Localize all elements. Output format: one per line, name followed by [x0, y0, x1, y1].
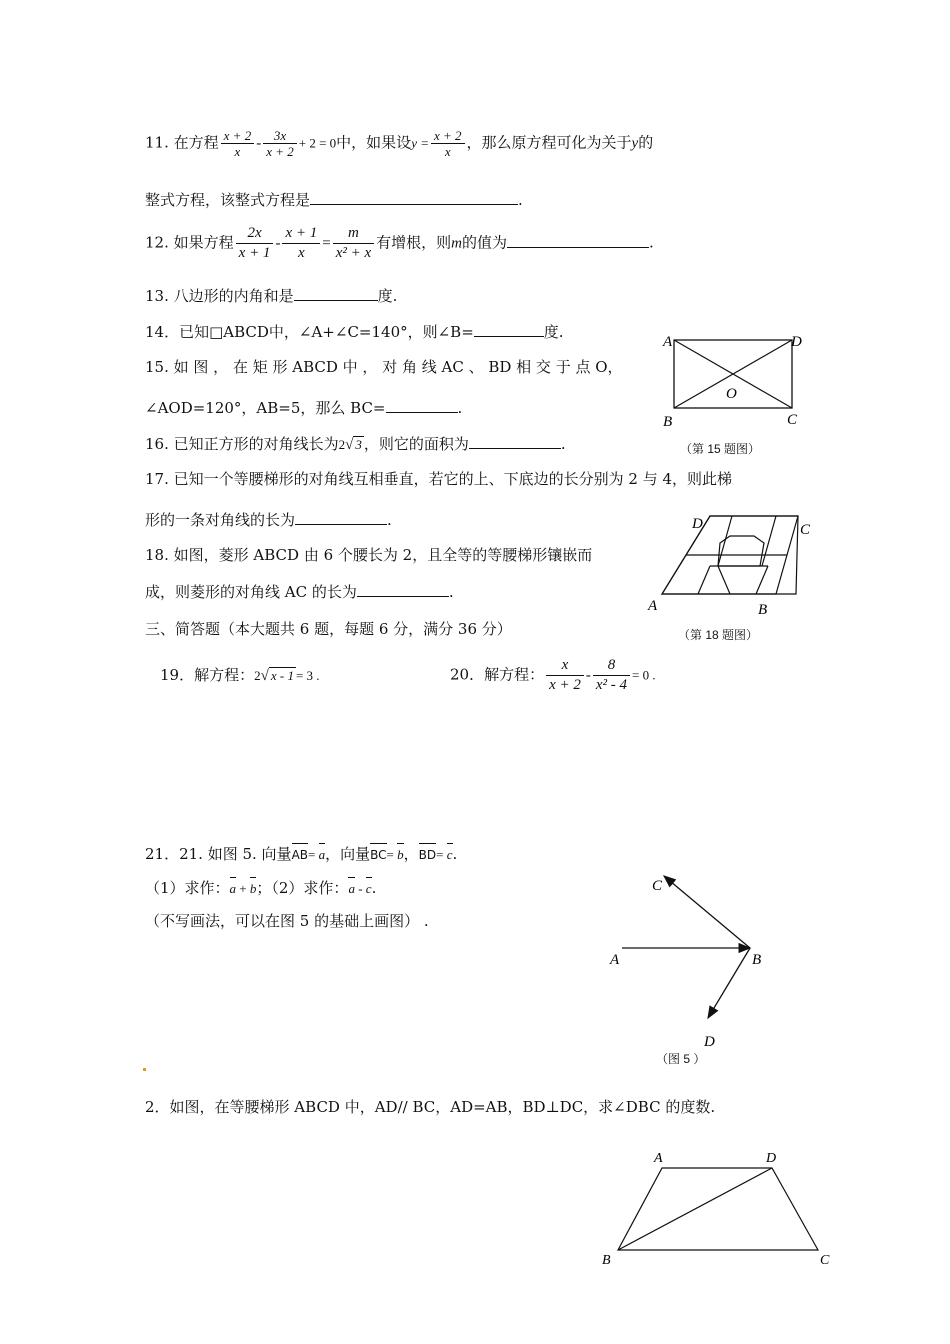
figure-5	[600, 866, 780, 1050]
vector-c: c	[447, 840, 453, 866]
q15-answer-blank[interactable]	[386, 396, 458, 413]
q18-answer-blank[interactable]	[357, 580, 449, 597]
vector-bc: BC	[370, 840, 386, 866]
fig5-label-c: C	[652, 878, 663, 894]
q11-lead: 在方程	[173, 133, 219, 152]
fig5-vector-bd	[708, 948, 750, 1018]
fig15-label-d: D	[791, 334, 802, 350]
fig22-label-b: B	[602, 1253, 611, 1268]
vector-b: b	[397, 840, 404, 866]
fig5-label-b: B	[752, 952, 762, 968]
fig18-label-a: A	[648, 598, 658, 614]
q11-line1: 11. 在方程 $\frac{x + 2}{x}$ - $\frac{3x}{x + 2}$ + 2 = 0中，如果设y = $\frac{x + 2}{x}$ ，那么原方程可化为关于y的	[145, 128, 654, 159]
fig15-label-a: A	[663, 334, 673, 350]
fig5-label-a: A	[610, 952, 620, 968]
fig15-label-o: O	[726, 386, 737, 402]
q18-line1: 18. 如图，菱形 ABCD 由 6 个腰长为 2，且全等的等腰梯形镶嵌而	[145, 546, 593, 564]
fig15-label-c: C	[787, 412, 798, 428]
q11-fraction-2: $\frac{3x}{x + 2}$	[263, 128, 297, 159]
q20-fraction-1: $\frac{x}{x + 2}$	[546, 656, 584, 695]
fig5-label-d: D	[704, 1034, 715, 1050]
q22-line: 2．如图，在等腰梯形 ABCD 中，AD// BC，AD=AB，BD⊥DC，求∠DBC 的度数.	[145, 1098, 716, 1116]
q11-fraction-3: $\frac{x + 2}{x}$	[431, 128, 465, 159]
fig18-label-c: C	[800, 522, 811, 538]
q12-answer-blank[interactable]	[507, 231, 649, 248]
q18-line2: 成，则菱形的对角线 AC 的长为 .	[145, 580, 454, 603]
fig5-vector-bc	[664, 876, 750, 948]
figure-18	[640, 506, 820, 618]
fig18-label-d: D	[692, 516, 703, 532]
figure-15	[660, 330, 820, 430]
q20-line: 20．解方程： $\frac{x}{x + 2}$ - $\frac{8}{\text{x² - 4}}$ = 0 .	[450, 657, 656, 693]
vector-a: a	[319, 840, 326, 866]
vector-bd: BD	[419, 840, 436, 866]
q12-fraction-1: $\frac{2x}{x + 1}$	[236, 224, 274, 263]
fig22-label-a: A	[654, 1151, 663, 1166]
fig18-caption: （第 18 题图）	[678, 628, 759, 642]
q20-fraction-2: $\frac{8}{\text{x² - 4}}$	[593, 656, 630, 695]
q11-answer-blank[interactable]	[310, 188, 518, 205]
section-3-heading: 三、简答题（本大题共 6 题，每题 6 分，满分 36 分）	[145, 620, 512, 638]
vector-ab: AB	[292, 840, 308, 866]
q21-line2: （1）求作：a + b；（2）求作：a - c.	[145, 874, 376, 900]
fig22-label-c: C	[820, 1253, 830, 1268]
q17-answer-blank[interactable]	[295, 508, 387, 525]
q11-line2: 整式方程，该整式方程是 .	[145, 188, 523, 211]
q14-line: 14．已知□ABCD中，∠A+∠C=140°，则∠B= 度.	[145, 320, 564, 343]
fig22-label-d: D	[766, 1151, 777, 1166]
q11-fraction-1: $\frac{x + 2}{x}$	[221, 128, 255, 159]
q11-number: 11.	[145, 133, 169, 152]
fig5-caption: （图 5 ）	[656, 1052, 706, 1066]
fig22-diagonal-bd	[618, 1168, 772, 1250]
fig22-trapezoid	[618, 1168, 818, 1250]
fig15-label-b: B	[663, 414, 673, 430]
q17-line2: 形的一条对角线的长为 .	[145, 508, 392, 531]
q13-line: 13. 八边形的内角和是 度.	[145, 284, 397, 307]
q16-line: 16. 已知正方形的对角线长为2√ 3 ，则它的面积为 .	[145, 432, 566, 456]
q21-note: （不写画法，可以在图 5 的基础上画图） .	[145, 912, 429, 930]
q17-line1: 17. 已知一个等腰梯形的对角线互相垂直，若它的上、下底边的长分别为 2 与 4，则此梯	[145, 470, 733, 488]
q16-answer-blank[interactable]	[469, 432, 561, 449]
q14-answer-blank[interactable]	[474, 320, 544, 337]
figure-22	[596, 1146, 846, 1274]
fig18-label-b: B	[758, 602, 768, 618]
q15-line2: ∠AOD=120°，AB=5，那么 BC= .	[145, 396, 462, 419]
q12-line: 12. 如果方程 $\frac{2x}{x + 1}$ - $\frac{x + 1}{x}$ = $\frac{m}{\text{x² + x}}$ 有增根，则m的值为 .	[145, 225, 654, 261]
fig15-caption: （第 15 题图）	[680, 442, 761, 456]
q15-line1: 15. 如 图 ， 在 矩 形 ABCD 中 ， 对 角 线 AC 、 BD 相 交 于 点 O，	[145, 358, 623, 376]
q21-line1: 21．21. 如图 5. 向量AB= a，向量BC= b，BD= c.	[145, 840, 457, 866]
q12-fraction-2: $\frac{x + 1}{x}$	[282, 224, 320, 263]
q12-fraction-3: $\frac{m}{\text{x² + x}}$	[333, 224, 374, 263]
q13-answer-blank[interactable]	[294, 284, 378, 301]
decorative-dot	[143, 1068, 146, 1071]
q19-line: 19．解方程：2√ x - 1 = 3 .	[160, 666, 320, 684]
